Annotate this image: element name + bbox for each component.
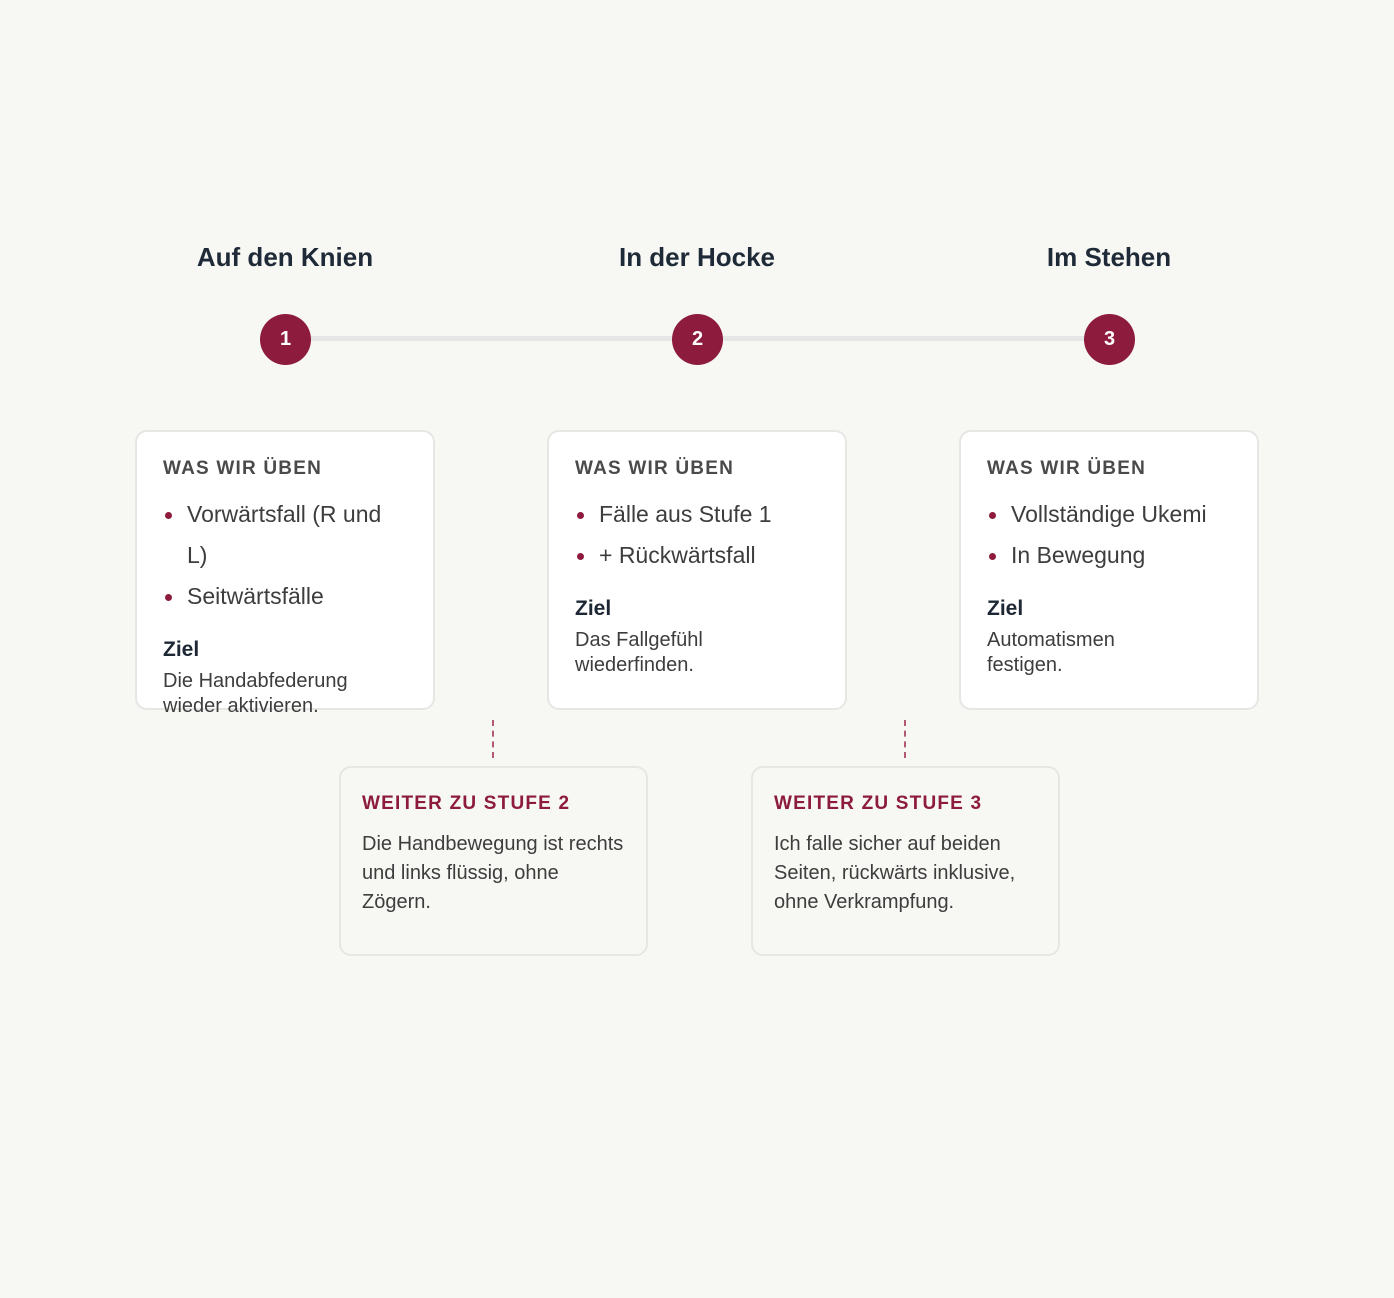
goal-label: Ziel [575, 597, 612, 620]
transition-label: WEITER ZU STUFE 3 [774, 793, 983, 814]
practice-item: Seitwärtsfälle [163, 576, 407, 617]
practice-list [163, 494, 407, 617]
goal-text: Automatismen festigen. [987, 629, 1115, 676]
stage-3-title: Im Stehen [1046, 242, 1172, 272]
transition-2-connector [904, 720, 906, 758]
practice-list [987, 494, 1231, 576]
practice-list [575, 494, 819, 576]
transition-2-card [751, 766, 1060, 956]
practice-item: + Rückwärtsfall [575, 535, 819, 576]
practice-item: In Bewegung [987, 535, 1231, 576]
step-3-marker: 3 [1084, 314, 1135, 365]
stage-3-card [959, 430, 1259, 710]
transition-label: WEITER ZU STUFE 2 [362, 793, 571, 814]
step-1-marker: 1 [260, 314, 311, 365]
practice-item: Vorwärtsfall (R und L) [163, 494, 407, 576]
goal-text: Das Fallgefühl wiederfinden. [575, 629, 703, 676]
goal-label: Ziel [163, 638, 200, 661]
practice-item: Fälle aus Stufe 1 [575, 494, 819, 535]
step-2-marker: 2 [672, 314, 723, 365]
transition-text: Die Handbewegung ist rechts und links flüssig, ohne Zögern. [362, 833, 624, 913]
transition-1-connector [492, 720, 494, 758]
transition-text: Ich falle sicher auf beiden Seiten, rückwärts inklusive, ohne Verkrampfung. [774, 833, 1016, 913]
practice-label: WAS WIR ÜBEN [163, 458, 323, 479]
goal-label: Ziel [987, 597, 1024, 620]
stage-2-card [547, 430, 847, 710]
practice-label: WAS WIR ÜBEN [987, 458, 1147, 479]
practice-item: Vollständige Ukemi [987, 494, 1231, 535]
stage-1-title: Auf den Knien [196, 242, 374, 272]
stage-1-card [135, 430, 435, 717]
goal-text: Die Handabfederung wieder aktivieren. [163, 670, 348, 717]
stage-2-title: In der Hocke [618, 242, 776, 272]
practice-label: WAS WIR ÜBEN [575, 458, 735, 479]
transition-1-card [339, 766, 648, 956]
